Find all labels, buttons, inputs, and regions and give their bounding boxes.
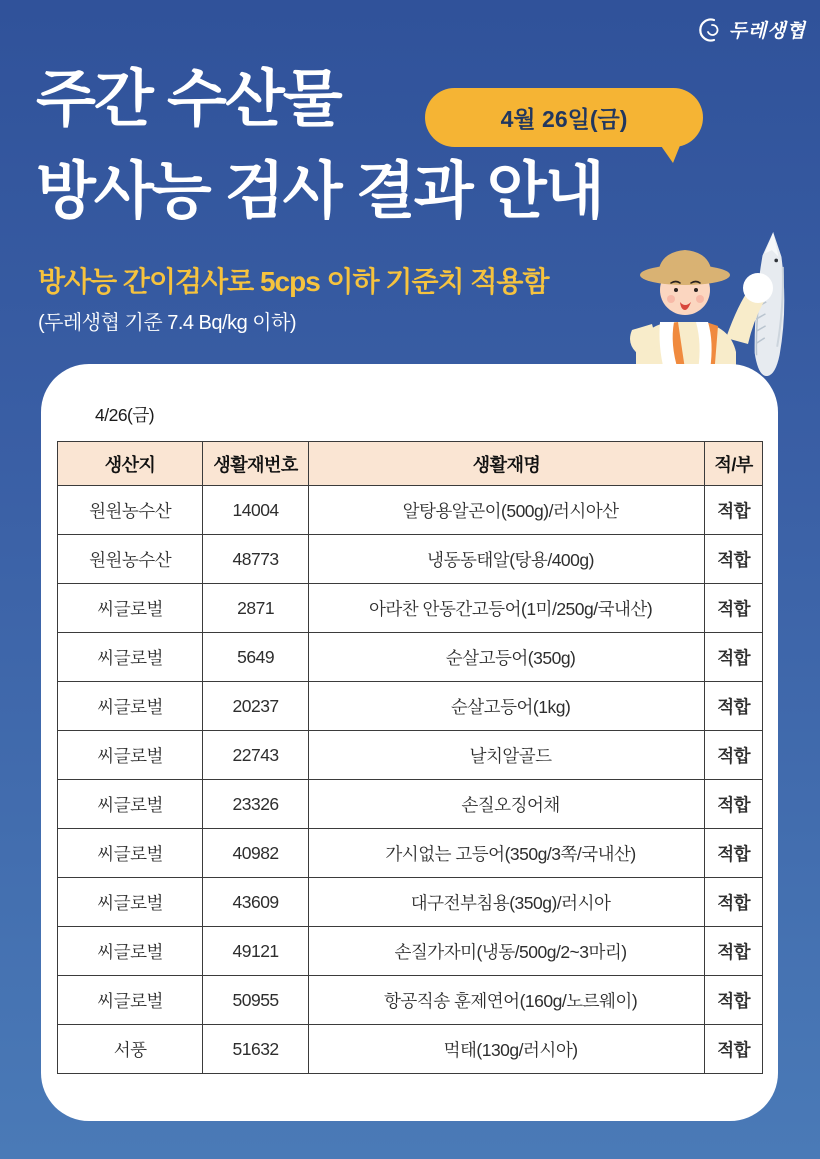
col-header-result: 적/부 [705,442,763,486]
cell-item-name: 날치알골드 [308,731,704,780]
cell-item-name: 항공직송 훈제연어(160g/노르웨이) [308,976,704,1025]
cell-item-name: 알탕용알곤이(500g)/러시아산 [308,486,704,535]
cell-producer: 씨글로벌 [58,878,203,927]
page-title-line2: 방사능 검사 결과 안내 [36,157,603,226]
cell-producer: 서풍 [58,1025,203,1074]
glove-icon [743,273,773,303]
cell-item-number: 14004 [203,486,309,535]
cell-result: 적합 [705,584,763,633]
cell-item-name: 순살고등어(350g) [308,633,704,682]
cell-item-number: 40982 [203,829,309,878]
table-row [58,780,763,829]
cell-item-name: 순살고등어(1kg) [308,682,704,731]
date-badge [425,88,703,147]
table-row [58,829,763,878]
cell-item-name: 냉동동태알(탕용/400g) [308,535,704,584]
cell-result: 적합 [705,1025,763,1074]
table-row [58,486,763,535]
cell-item-number: 43609 [203,878,309,927]
results-table-body [58,486,763,1074]
cell-item-number: 50955 [203,976,309,1025]
col-header-item-name: 생활재명 [308,442,704,486]
cell-producer: 씨글로벌 [58,976,203,1025]
table-row [58,1025,763,1074]
cell-item-number: 51632 [203,1025,309,1074]
table-row [58,976,763,1025]
brand-logo [699,16,806,43]
cell-producer: 씨글로벌 [58,682,203,731]
results-table [57,441,763,1074]
cell-item-number: 2871 [203,584,309,633]
cell-item-name: 가시없는 고등어(350g/3쪽/국내산) [308,829,704,878]
cell-result: 적합 [705,731,763,780]
date-badge-label: 4월 26일(금) [500,106,628,132]
cell-producer: 씨글로벌 [58,829,203,878]
cell-item-number: 23326 [203,780,309,829]
page-title-line1: 주간 수산물 [36,65,341,134]
cell-result: 적합 [705,976,763,1025]
table-row [58,535,763,584]
cell-producer: 씨글로벌 [58,731,203,780]
cell-result: 적합 [705,486,763,535]
coop-swirl-logo-icon [699,17,725,43]
brand-logo-text: 두레생협 [728,21,806,42]
table-row [58,633,763,682]
cell-producer: 원원농수산 [58,535,203,584]
cell-item-name: 대구전부침용(350g)/러시아 [308,878,704,927]
cell-producer: 씨글로벌 [58,633,203,682]
cell-item-number: 49121 [203,927,309,976]
fisherman-face [640,250,730,315]
cell-item-name: 손질오징어채 [308,780,704,829]
cell-result: 적합 [705,535,763,584]
table-row [58,584,763,633]
cell-item-name: 손질가자미(냉동/500g/2~3마리) [308,927,704,976]
table-row [58,731,763,780]
cell-result: 적합 [705,682,763,731]
col-header-item-number: 생활재번호 [203,442,309,486]
cell-result: 적합 [705,829,763,878]
cell-item-number: 5649 [203,633,309,682]
table-date-label: 4/26(금) [95,405,155,425]
table-header-row [58,442,763,486]
cell-item-number: 48773 [203,535,309,584]
subtitle: 방사능 간이검사로 5cps 이하 기준치 적용함 [38,266,549,297]
table-row [58,878,763,927]
cell-producer: 씨글로벌 [58,780,203,829]
cell-result: 적합 [705,878,763,927]
cell-producer: 씨글로벌 [58,927,203,976]
fisherman-with-fish-illustration [608,226,818,376]
col-header-producer: 생산지 [58,442,203,486]
cell-item-number: 22743 [203,731,309,780]
cell-result: 적합 [705,780,763,829]
table-row [58,927,763,976]
cell-item-name: 먹태(130g/러시아) [308,1025,704,1074]
cell-result: 적합 [705,927,763,976]
cell-producer: 씨글로벌 [58,584,203,633]
cell-result: 적합 [705,633,763,682]
cell-producer: 원원농수산 [58,486,203,535]
results-card [41,364,778,1121]
standard-note: (두레생협 기준 7.4 Bq/kg 이하) [38,312,297,334]
cell-item-number: 20237 [203,682,309,731]
cell-item-name: 아라찬 안동간고등어(1미/250g/국내산) [308,584,704,633]
table-row [58,682,763,731]
